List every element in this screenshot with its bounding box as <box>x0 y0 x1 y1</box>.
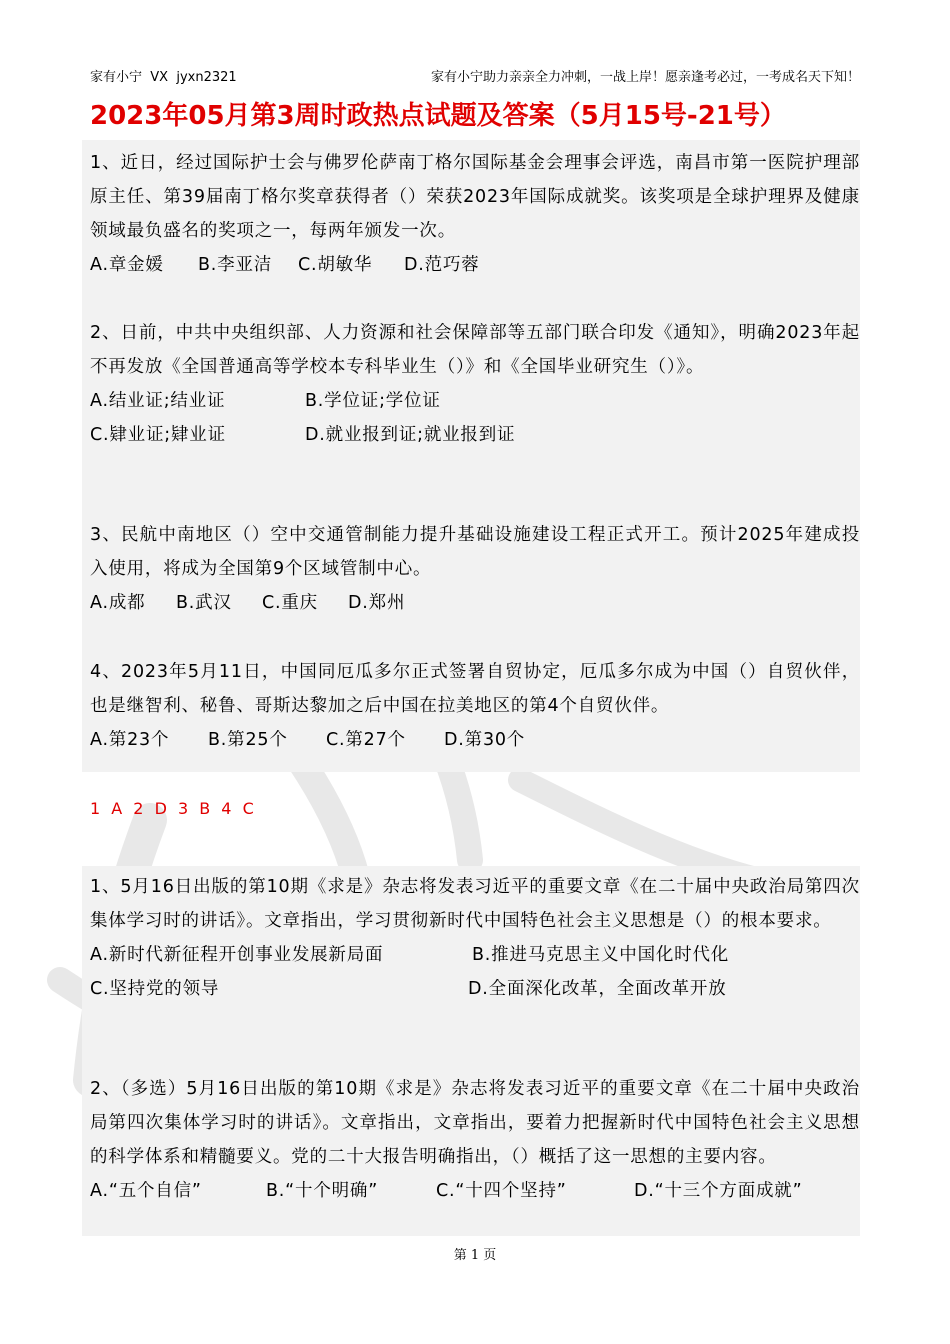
options-row <box>90 384 860 418</box>
option-d: D.就业报到证;就业报到证 <box>305 425 516 445</box>
options-row <box>90 1174 860 1208</box>
option-c: C.重庆 <box>262 593 318 613</box>
question-text: 3、民航中南地区（）空中交通管制能力提升基础设施建设工程正式开工。预计2025年建成投入使用，将成为全国第9个区域管制中心。 <box>90 525 860 579</box>
options-row <box>90 972 860 1006</box>
answer-key: 1 A 2 D 3 B 4 C <box>90 799 257 818</box>
options-row <box>90 418 860 452</box>
option-c: C.坚持党的领导 <box>90 979 220 999</box>
option-a: A.新时代新征程开创事业发展新局面 <box>90 945 384 965</box>
options-row <box>90 723 860 757</box>
option-b: B.武汉 <box>176 593 232 613</box>
option-b: B.学位证;学位证 <box>305 391 441 411</box>
question-text: 1、近日，经过国际护士会与佛罗伦萨南丁格尔国际基金会理事会评选，南昌市第一医院护理部原主任、第39届南丁格尔奖章获得者（）荣获2023年国际成就奖。该奖项是全球护理界及健康领域最负盛名的奖项之一，每两年颁发一次。 <box>90 153 860 241</box>
option-a: A.第23个 <box>90 730 170 750</box>
page-title: 2023年05月第3周时政热点试题及答案（5月15号-21号） <box>90 101 786 131</box>
option-b: B.“十个明确” <box>266 1181 379 1201</box>
question-3 <box>90 518 860 620</box>
options-row <box>90 248 860 282</box>
option-d: D.全面深化改革，全面改革开放 <box>468 979 727 999</box>
option-a: A.结业证;结业证 <box>90 391 226 411</box>
option-c: C.胡敏华 <box>298 255 373 275</box>
option-d: D.“十三个方面成就” <box>634 1181 803 1201</box>
options-row <box>90 938 860 972</box>
question-1 <box>90 146 860 282</box>
option-c: C.第27个 <box>326 730 406 750</box>
option-a: A.“五个自信” <box>90 1181 202 1201</box>
question-text: 2、（多选）5月16日出版的第10期《求是》杂志将发表习近平的重要文章《在二十届中央政治局第四次集体学习时的讲话》。文章指出，文章指出，要着力把握新时代中国特色社会主义思想的科学体系和精髓要义。党的二十大报告明确指出，（）概括了这一思想的主要内容。 <box>90 1079 860 1167</box>
option-d: D.郑州 <box>348 593 406 613</box>
question-4 <box>90 655 860 757</box>
option-c: C.“十四个坚持” <box>436 1181 567 1201</box>
option-b: B.推进马克思主义中国化时代化 <box>472 945 730 965</box>
option-c: C.肄业证;肄业证 <box>90 425 226 445</box>
header-right: 家有小宁助力亲亲全力冲刺，一战上岸！愿亲逢考必过，一考成名天下知！ <box>430 70 860 85</box>
options-row <box>90 586 860 620</box>
question-text: 4、2023年5月11日，中国同厄瓜多尔正式签署自贸协定，厄瓜多尔成为中国（）自贸伙伴，也是继智利、秘鲁、哥斯达黎加之后中国在拉美地区的第4个自贸伙伴。 <box>90 662 860 716</box>
option-a: A.章金媛 <box>90 255 164 275</box>
header-left: 家有小宁 VX jyxn2321 <box>90 70 237 85</box>
question-2 <box>90 316 860 452</box>
option-b: B.李亚洁 <box>198 255 273 275</box>
option-d: D.第30个 <box>444 730 526 750</box>
question-text: 1、5月16日出版的第10期《求是》杂志将发表习近平的重要文章《在二十届中央政治局第四次集体学习时的讲话》。文章指出，学习贯彻新时代中国特色社会主义思想是（）的根本要求。 <box>90 877 860 931</box>
question-text: 2、日前，中共中央组织部、人力资源和社会保障部等五部门联合印发《通知》，明确2023年起不再发放《全国普通高等学校本专科毕业生（）》和《全国毕业研究生（）》。 <box>90 323 860 377</box>
question-5 <box>90 870 860 1006</box>
option-b: B.第25个 <box>208 730 288 750</box>
page-number: 第 1 页 <box>453 1248 497 1263</box>
question-6 <box>90 1072 860 1208</box>
option-a: A.成都 <box>90 593 146 613</box>
option-d: D.范巧蓉 <box>404 255 480 275</box>
page-header <box>90 68 860 88</box>
